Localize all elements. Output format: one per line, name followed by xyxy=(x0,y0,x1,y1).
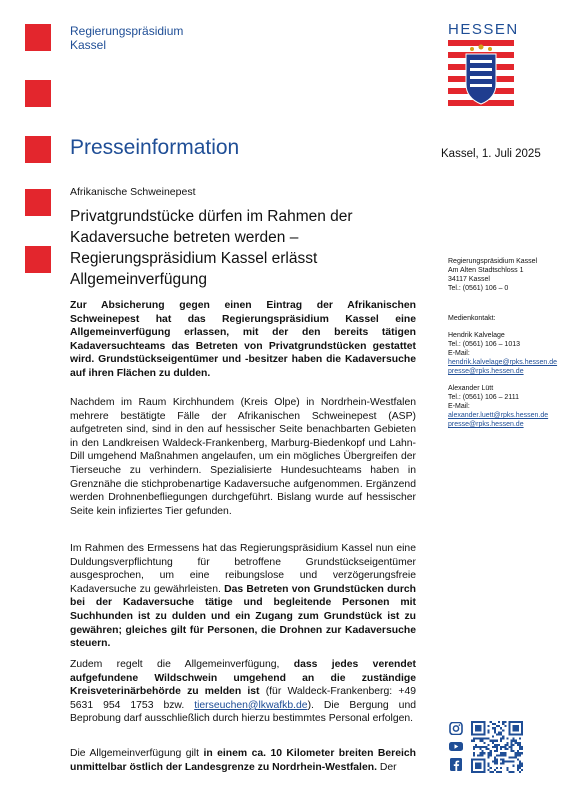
hessen-coat-of-arms-icon xyxy=(448,40,514,112)
contact-1-email-link[interactable]: hendrik.kalvelage@rpks.hessen.de xyxy=(448,359,558,366)
contact-2-email-link[interactable]: alexander.luett@rpks.hessen.de xyxy=(448,412,549,419)
decor-square-1 xyxy=(25,24,51,51)
release-date: Kassel, 1. Juli 2025 xyxy=(441,148,541,160)
contact-2-press-email-link[interactable]: presse@rpks.hessen.de xyxy=(448,421,524,428)
hessen-logo xyxy=(448,21,519,112)
issuer-name: Regierungspräsidium Kassel xyxy=(70,24,184,52)
body-paragraph-2: Im Rahmen des Ermessens hat das Regierungspräsidium Kassel nun eine Duldungsverpflichtung für betroffene Grundstückseigentümer ausgesprochen, um eine reibungslose und verzögerungsfreie Kadaversuche zu gewährleisten. Das Betreten von Grundstücken durch bei der Kadaversuche tätige und begleitende Personen mit Suchhunden ist zu dulden und ein Zugang zum Grundstück ist zu gewähren; gleiches gilt für Personen, die Drohnen zur Kadaversuche steuern. xyxy=(70,543,416,650)
facebook-icon[interactable] xyxy=(448,758,464,771)
lead-paragraph: Zur Absicherung gegen einen Eintrag der Afrikanischen Schweinepest hat das Regierungspräsidium Kassel eine Allgemeinverfügung erlassen, mit der den bereits tätigen Kadaversuchteams das Betreten von Privatgrundstücken gestattet wird. Grundstückseigentümer und -besitzer haben die Kadaversuche auf ihren Flächen zu dulden. xyxy=(70,300,416,379)
body-paragraph-4: Die Allgemeinverfügung gilt in einem ca. 10 Kilometer breiten Bereich unmittelbar östlich der Landesgrenze zu Nordrhein-Westfalen. Der xyxy=(70,748,416,773)
youtube-icon[interactable] xyxy=(448,740,464,753)
contact-1: Hendrik Kalvelage Tel.: (0561) 106 – 1013 E-Mail: hendrik.kalvelage@rpks.hessen.de presse@rpks.hessen.de xyxy=(448,332,558,375)
contact-1-press-email-link[interactable]: presse@rpks.hessen.de xyxy=(448,368,524,375)
topic-label: Afrikanische Schweinepest xyxy=(70,186,196,198)
headline: Privatgrundstücke dürfen im Rahmen der Kadaversuche betreten werden – Regierungspräsidium Kassel erlässt Allgemeinverfügung xyxy=(70,208,353,288)
decor-square-5 xyxy=(25,246,51,273)
body-paragraph-1: Nachdem im Raum Kirchhundem (Kreis Olpe) in Nordrhein-Westfalen mehrere bestätigte Fälle der Afrikanischen Schweinepest (ASP) aufgetreten sind, sind in den auf hessischer Seite benachbarten Gebieten in den Landkreisen Waldeck-Frankenberg, Marburg-Biedenkopf und Lahn-Dill umgehend Maßnahmen angelaufen, um ein mögliches Übergreifen der Tierseuche zu verhindern. Spezialisierte Hundesuchteams haben in Grenznähe die stichprobenartige Kadaversuche aufgenommen. Ergänzend werden Drohnenbefliegungen durchgeführt. Bislang wurde auf hessischer Seite kein infiziertes Tier gefunden. xyxy=(70,397,416,517)
media-contact-heading: Medienkontakt: xyxy=(448,315,496,322)
logo-wordmark: HESSEN xyxy=(448,21,519,38)
decor-square-2 xyxy=(25,80,51,107)
contact-2: Alexander Lütt Tel.: (0561) 106 – 2111 E-Mail: alexander.luett@rpks.hessen.de presse@rpks.hessen.de xyxy=(448,385,549,428)
instagram-icon[interactable] xyxy=(448,722,464,735)
email-link-tierseuchen[interactable]: tierseuchen@lkwafkb.de xyxy=(194,699,308,711)
sidebar-address: Regierungspräsidium Kassel Am Alten Stadtschloss 1 34117 Kassel Tel.: (0561) 106 – 0 xyxy=(448,258,538,292)
document-title: Presseinformation xyxy=(70,136,240,159)
decor-square-3 xyxy=(25,136,51,163)
qr-code xyxy=(471,721,523,773)
body-paragraph-3: Zudem regelt die Allgemeinverfügung, dass jedes verendet aufgefundene Wildschwein umgehend an die zuständige Kreisveterinärbehörde zu melden ist (für Waldeck-Frankenberg: +49 5631 954 1753 bzw. tierseuchen@lkwafkb.de). Die Bergung und Beprobung darf ausschließlich durch hierzu bestimmtes Personal erfolgen. xyxy=(70,659,416,725)
decor-square-4 xyxy=(25,189,51,216)
